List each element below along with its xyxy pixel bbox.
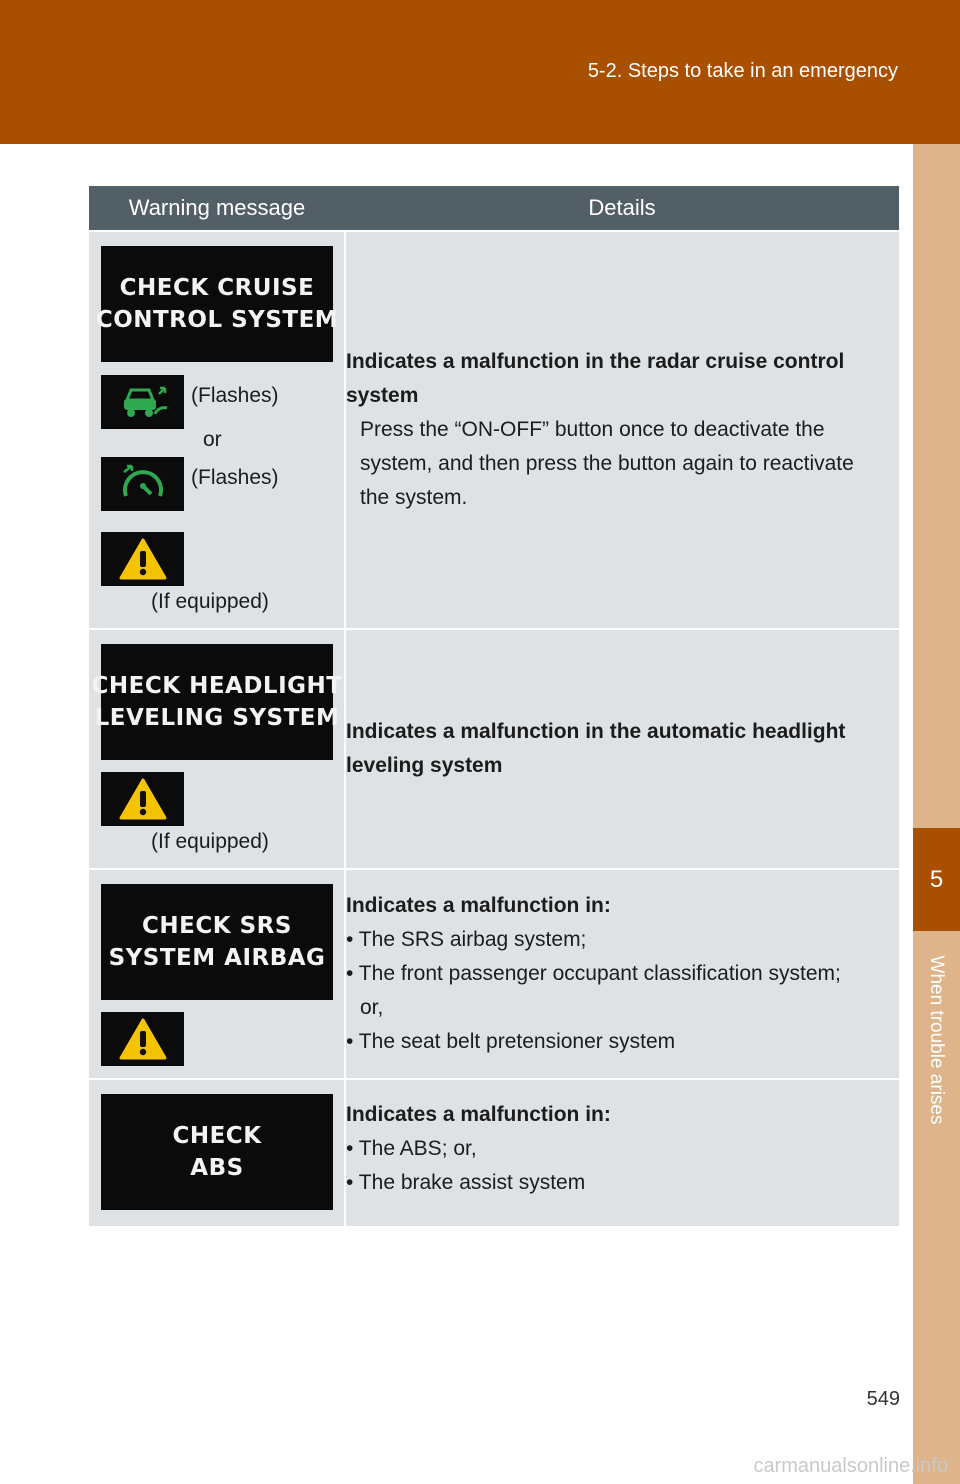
detail-title: system bbox=[346, 384, 419, 407]
if-equipped-note: (If equipped) bbox=[151, 590, 269, 613]
table-row bbox=[89, 231, 899, 629]
display-line: SYSTEM AIRBAG bbox=[108, 945, 326, 971]
message-cell bbox=[89, 1079, 345, 1226]
display-line: ABS bbox=[190, 1155, 244, 1181]
column-header-message: Warning message bbox=[89, 186, 345, 231]
details-cell bbox=[345, 1079, 899, 1226]
table-header-row bbox=[89, 186, 899, 231]
warning-triangle-icon bbox=[101, 532, 184, 586]
if-equipped-note: (If equipped) bbox=[151, 830, 269, 853]
radar-cruise-icon bbox=[101, 375, 184, 429]
section-title: 5-2. Steps to take in an emergency bbox=[587, 60, 898, 82]
chapter-label: When trouble arises bbox=[926, 955, 947, 1125]
warning-triangle-icon bbox=[101, 772, 184, 826]
page-header bbox=[0, 0, 960, 144]
column-header-details: Details bbox=[345, 186, 899, 231]
detail-title: Indicates a malfunction in the radar cruise control bbox=[346, 350, 845, 373]
detail-title: Indicates a malfunction in: bbox=[346, 894, 611, 917]
details-cell bbox=[345, 629, 899, 869]
lcd-message-display bbox=[101, 1094, 333, 1210]
table-row bbox=[89, 869, 899, 1079]
detail-title: Indicates a malfunction in the automatic headlight bbox=[346, 720, 846, 743]
display-line: CONTROL SYSTEM bbox=[95, 307, 339, 333]
display-line: LEVELING SYSTEM bbox=[94, 705, 340, 731]
page-number: 549 bbox=[866, 1388, 900, 1410]
detail-bullet: • The brake assist system bbox=[346, 1171, 586, 1194]
display-line: CHECK CRUISE bbox=[119, 275, 315, 301]
display-line: CHECK SRS bbox=[142, 913, 292, 939]
flashes-note: (Flashes) bbox=[191, 466, 279, 489]
message-cell bbox=[89, 231, 345, 629]
flashes-note: (Flashes) bbox=[191, 384, 279, 407]
details-cell bbox=[345, 869, 899, 1079]
detail-title: leveling system bbox=[346, 754, 503, 777]
table-row bbox=[89, 1079, 899, 1226]
chapter-number: 5 bbox=[913, 828, 960, 931]
message-cell bbox=[89, 869, 345, 1079]
detail-bullet-continuation: or, bbox=[360, 996, 384, 1019]
detail-body: Press the “ON-OFF” button once to deactivate the bbox=[360, 418, 825, 441]
lcd-message-display bbox=[101, 884, 333, 1000]
details-cell bbox=[345, 231, 899, 629]
lcd-message-display bbox=[91, 644, 343, 760]
chapter-side-tab bbox=[913, 144, 960, 1484]
detail-bullet: • The SRS airbag system; bbox=[346, 928, 587, 951]
watermark: carmanualsonline.info bbox=[753, 1455, 948, 1477]
detail-bullet: • The seat belt pretensioner system bbox=[346, 1030, 676, 1053]
or-separator: or bbox=[203, 428, 222, 451]
detail-body: the system. bbox=[360, 486, 468, 509]
lcd-message-display bbox=[95, 246, 339, 362]
display-line: CHECK HEADLIGHT bbox=[91, 673, 343, 699]
display-line: CHECK bbox=[172, 1123, 262, 1149]
cruise-speedometer-icon bbox=[101, 457, 184, 511]
detail-body: system, and then press the button again to reactivate bbox=[360, 452, 854, 475]
detail-bullet: • The front passenger occupant classification system; bbox=[346, 962, 841, 985]
table-row bbox=[89, 629, 899, 869]
detail-title: Indicates a malfunction in: bbox=[346, 1103, 611, 1126]
warning-message-table bbox=[89, 186, 899, 1226]
detail-bullet: • The ABS; or, bbox=[346, 1137, 477, 1160]
warning-triangle-icon bbox=[101, 1012, 184, 1066]
message-cell bbox=[89, 629, 345, 869]
